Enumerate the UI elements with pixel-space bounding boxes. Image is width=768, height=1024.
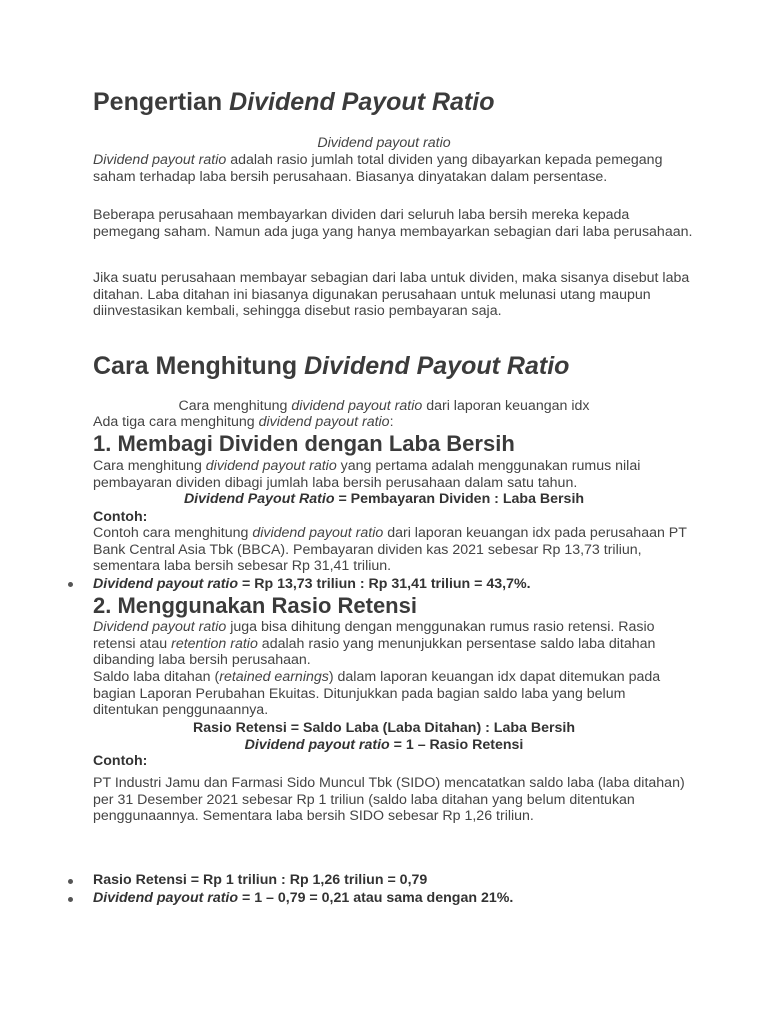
method1-result-bullet: Dividend payout ratio = Rp 13,73 triliun : Rp 31,41 triliun = 43,7%. (93, 576, 531, 592)
bullet-marker (68, 879, 73, 884)
section-title-definition: Pengertian Dividend Payout Ratio (93, 88, 495, 116)
bullet-marker (68, 897, 73, 902)
method2-text-retained: Saldo laba ditahan (retained earnings) dalam laporan keuangan idx dapat ditemukan pada bagian Laporan Perubahan Ekuitas. Ditunjukkan pada bagian saldo laba yang belum ditentukan penggunaannya. (93, 669, 661, 719)
bullet-marker (68, 582, 73, 587)
method2-text: Dividend payout ratio juga bisa dihitung dengan menggunakan rumus rasio retensi. Rasio retensi atau retention ratio adalah rasio yang menunjukkan persentase saldo laba ditahan dibanding laba bersih perusahaan. (93, 619, 656, 669)
method1-formula: Dividend Payout Ratio = Pembayaran Dividen : Laba Bersih (183, 491, 585, 507)
method1-example-text: Contoh cara menghitung dividend payout ratio dari laporan keuangan idx pada perusahaan PT Bank Central Asia Tbk (BBCA). Pembayaran dividen kas 2021 sebesar Rp 13,73 triliun, sementara laba bersih sebesar Rp 31,41 triliun. (93, 525, 687, 575)
method2-formula-payout: Dividend payout ratio = 1 – Rasio Retensi (244, 737, 524, 753)
method2-retention-bullet: Rasio Retensi = Rp 1 triliun : Rp 1,26 triliun = 0,79 (93, 872, 428, 888)
image-caption-definition: Dividend payout ratio (317, 135, 451, 151)
paragraph-retained-earnings: Jika suatu perusahaan membayar sebagian dari laba untuk dividen, maka sisanya disebut laba ditahan. Laba ditahan ini biasanya digunakan perusahaan untuk melunasi utang maupun diinvestasikan kembali, sehingga disebut rasio pembayaran saja. (93, 270, 690, 320)
image-caption-calculation: Cara menghitung dividend payout ratio dari laporan keuangan idx (178, 398, 590, 414)
method2-example-text: PT Industri Jamu dan Farmasi Sido Muncul Tbk (SIDO) mencatatkan saldo laba (laba ditahan) per 31 Desember 2021 sebesar Rp 1 triliun (saldo laba ditahan yang belum ditentukan penggunaannya. Sementara laba bersih SIDO sebesar Rp 1,26 triliun. (93, 775, 685, 825)
method2-example-label: Contoh: (93, 753, 148, 769)
method2-payout-bullet: Dividend payout ratio = 1 – 0,79 = 0,21 atau sama dengan 21%. (93, 890, 514, 906)
paragraph-intro-methods: Ada tiga cara menghitung dividend payout ratio: (93, 414, 394, 430)
method2-formula-retention: Rasio Retensi = Saldo Laba (Laba Ditahan) : Laba Bersih (193, 720, 575, 736)
method1-example-label: Contoh: (93, 509, 148, 525)
paragraph-definition: Dividend payout ratio adalah rasio jumlah total dividen yang dibayarkan kepada pemegang saham terhadap laba bersih perusahaan. Biasanya dinyatakan dalam persentase. (93, 152, 663, 185)
method1-heading: 1. Membagi Dividen dengan Laba Bersih (93, 431, 515, 456)
method2-heading: 2. Menggunakan Rasio Retensi (93, 593, 417, 618)
section-title-calculation: Cara Menghitung Dividend Payout Ratio (93, 352, 570, 380)
paragraph-full-payout: Beberapa perusahaan membayarkan dividen dari seluruh laba bersih mereka kepada pemegang saham. Namun ada juga yang hanya membayarkan sebagian dari laba perusahaan. (93, 207, 693, 240)
method1-text: Cara menghitung dividend payout ratio yang pertama adalah menggunakan rumus nilai pembayaran dividen dibagi jumlah laba bersih perusahaan dalam satu tahun. (93, 458, 641, 491)
